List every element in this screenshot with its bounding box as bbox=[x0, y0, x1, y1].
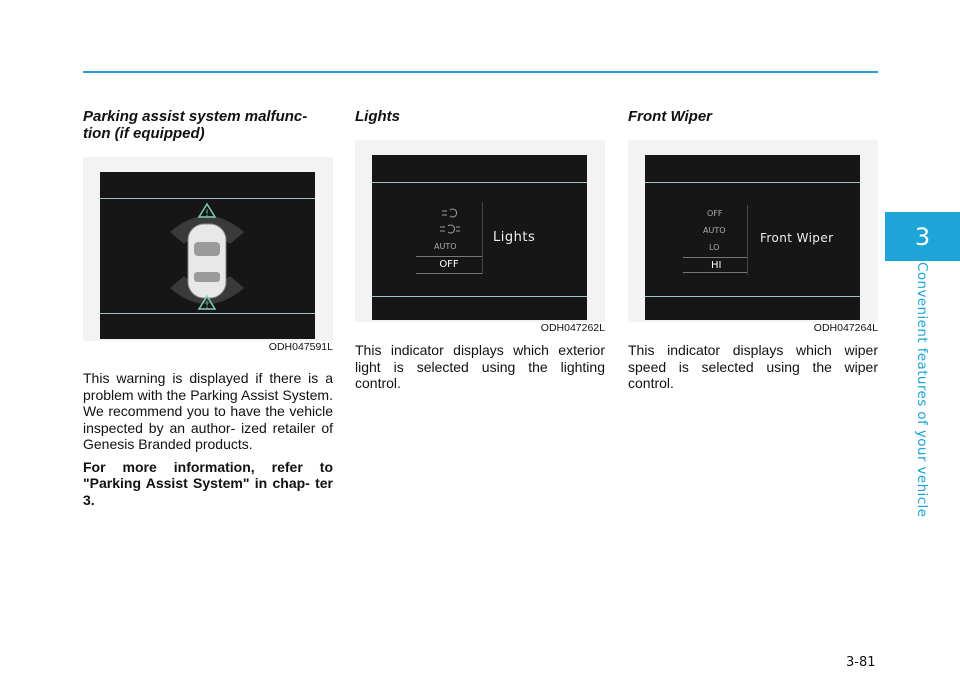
header-rule bbox=[83, 71, 878, 73]
section-body bbox=[355, 342, 605, 398]
reference-note: For more information, refer to "Parking Assist System" in chap- ter 3. bbox=[83, 458, 333, 508]
menu-label: Lights bbox=[493, 230, 536, 245]
lights-screen bbox=[372, 155, 587, 320]
paragraph: This indicator displays which exterior light is selected using the lighting control. bbox=[355, 342, 605, 391]
lights-figure bbox=[355, 140, 605, 322]
parking-assist-figure bbox=[83, 157, 333, 341]
position-light-icon bbox=[440, 225, 460, 233]
lights-menu bbox=[416, 202, 483, 274]
section-title bbox=[83, 108, 333, 142]
svg-text:!: ! bbox=[205, 209, 209, 219]
car-rear-window bbox=[194, 272, 220, 282]
section-front-wiper bbox=[628, 108, 878, 125]
chapter-title-text: Convenient features of your vehicle bbox=[914, 262, 930, 518]
menu-item-lo: LO bbox=[709, 243, 720, 252]
svg-text:!: ! bbox=[205, 301, 209, 311]
menu-item-auto: AUTO bbox=[434, 242, 457, 251]
wiper-figure bbox=[628, 140, 878, 322]
figure-code: ODH047264L bbox=[813, 322, 878, 334]
parking-assist-screen bbox=[100, 172, 315, 339]
section-title: Lights bbox=[355, 108, 400, 125]
car-body bbox=[188, 224, 226, 298]
wiper-screen bbox=[645, 155, 860, 320]
screen-line-top bbox=[372, 182, 587, 183]
section-body bbox=[628, 342, 878, 398]
menu-item-off: OFF bbox=[707, 209, 723, 218]
menu-item-auto: AUTO bbox=[703, 226, 726, 235]
section-lights bbox=[355, 108, 605, 125]
car-windshield bbox=[194, 242, 220, 256]
section-title-line2: tion (if equipped) bbox=[83, 125, 205, 142]
wiper-menu bbox=[683, 205, 748, 275]
fog-light-icon bbox=[442, 209, 457, 217]
screen-line-bottom bbox=[372, 296, 587, 297]
paragraph: This indicator displays which wiper speed is selected using the wiper control. bbox=[628, 342, 878, 391]
warning-icon bbox=[199, 204, 215, 219]
page-number: 3-81 bbox=[846, 655, 876, 670]
figure-code: ODH047591L bbox=[268, 341, 333, 353]
parking-sensor-graphic bbox=[100, 172, 315, 339]
figure-code: ODH047262L bbox=[540, 322, 605, 334]
screen-line-bottom bbox=[645, 296, 860, 297]
chapter-number: 3 bbox=[914, 222, 931, 251]
menu-label: Front Wiper bbox=[760, 231, 834, 245]
menu-selected-hi: HI bbox=[683, 257, 747, 273]
section-parking-assist bbox=[83, 108, 333, 142]
section-title-line1: Parking assist system malfunc- bbox=[83, 108, 308, 125]
section-body bbox=[83, 370, 333, 514]
chapter-tab[interactable] bbox=[885, 212, 960, 261]
section-title: Front Wiper bbox=[628, 108, 713, 125]
light-mode-icons bbox=[416, 202, 482, 238]
paragraph: This warning is displayed if there is a problem with the Parking Assist System. We recommend you to have the vehicle inspected by an author- ized retailer of Genesis Branded products. bbox=[83, 370, 333, 452]
screen-line-top bbox=[645, 182, 860, 183]
menu-selected-off: OFF bbox=[416, 256, 482, 274]
